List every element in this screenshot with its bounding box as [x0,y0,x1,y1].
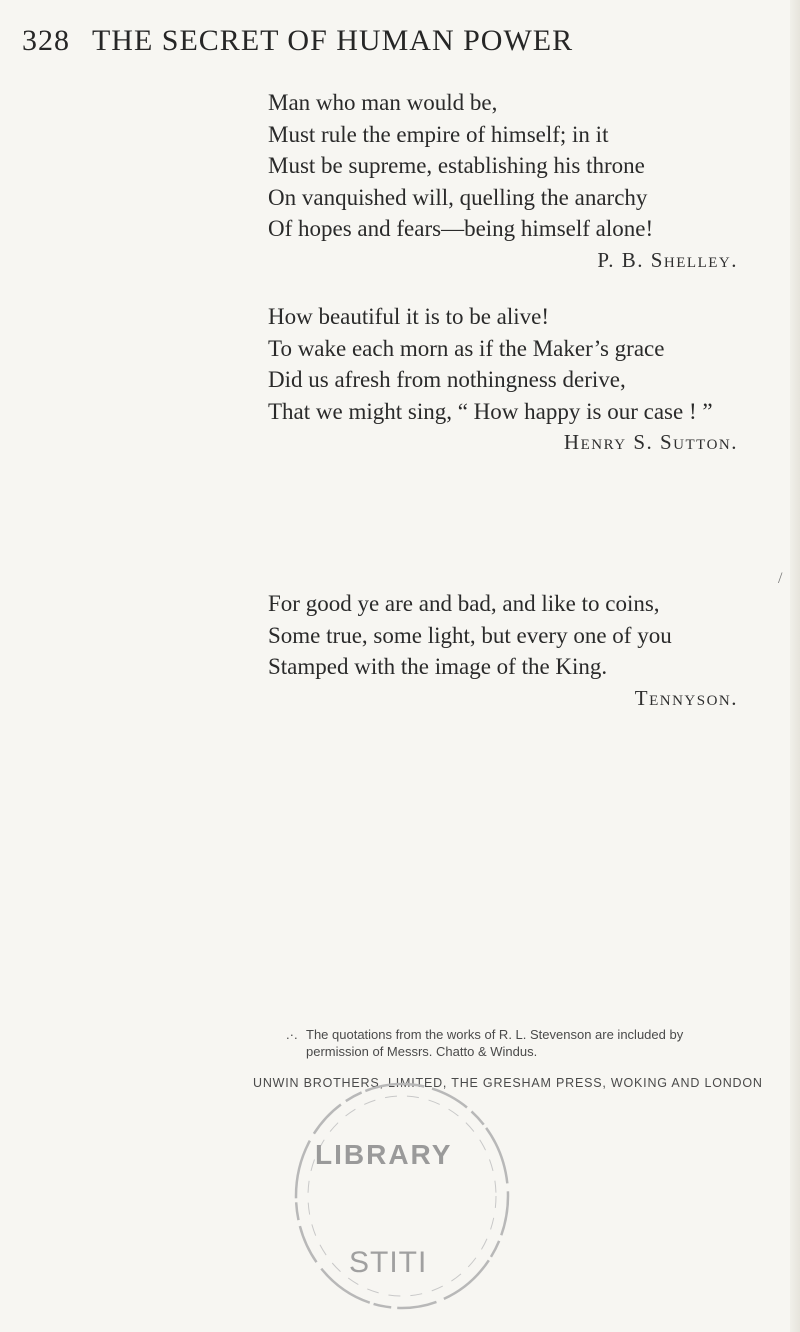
running-header [22,24,762,58]
stamp-bottom-text: STITI [349,1246,428,1279]
verse-line: Did us afresh from nothingness derive, [268,367,626,392]
verse-line: For good ye are and bad, and like to coins, [268,591,660,616]
library-stamp [284,1072,520,1320]
quotation-sutton [268,301,738,458]
running-title: THE SECRET OF HUMAN POWER [91,24,574,57]
footnote-mark: .·. [286,1027,298,1042]
attribution: P. B. Shelley. [597,247,738,272]
verse-line: Stamped with the image of the King. [268,654,608,679]
verse-line: Must rule the empire of himself; in it [268,121,609,147]
verse-line: Of hopes and fears—being himself alone! [268,216,654,241]
quotation-tennyson [268,588,738,714]
page-edge-shadow [790,0,800,1332]
attribution: Henry S. Sutton. [563,430,738,454]
verse-line: Man who man would be, [268,90,498,115]
verse-line: That we might sing, “ How happy is our case ! ” [268,398,713,424]
page-number: 328 [22,24,70,57]
footnote [286,1026,746,1060]
verse-line: Must be supreme, establishing his throne [268,153,645,178]
quotation-shelley [268,87,738,276]
stamp-library-text: LIBRARY [315,1139,453,1170]
stray-mark: / [778,570,783,587]
verse-line: How beautiful it is to be alive! [268,304,550,329]
footnote-line: The quotations from the works of R. L. Stevenson are included by [306,1027,684,1042]
footnote-line: permission of Messrs. Chatto & Windus. [306,1044,538,1059]
verse-line: Some true, some light, but every one of you [268,622,672,648]
printer-imprint: UNWIN BROTHERS, LIMITED, THE GRESHAM PRESS, WOKING AND LONDON [253,1076,763,1090]
attribution: Tennyson. [634,685,738,710]
verse-line: To wake each morn as if the Maker’s grace [268,335,665,361]
verse-line: On vanquished will, quelling the anarchy [268,184,648,210]
